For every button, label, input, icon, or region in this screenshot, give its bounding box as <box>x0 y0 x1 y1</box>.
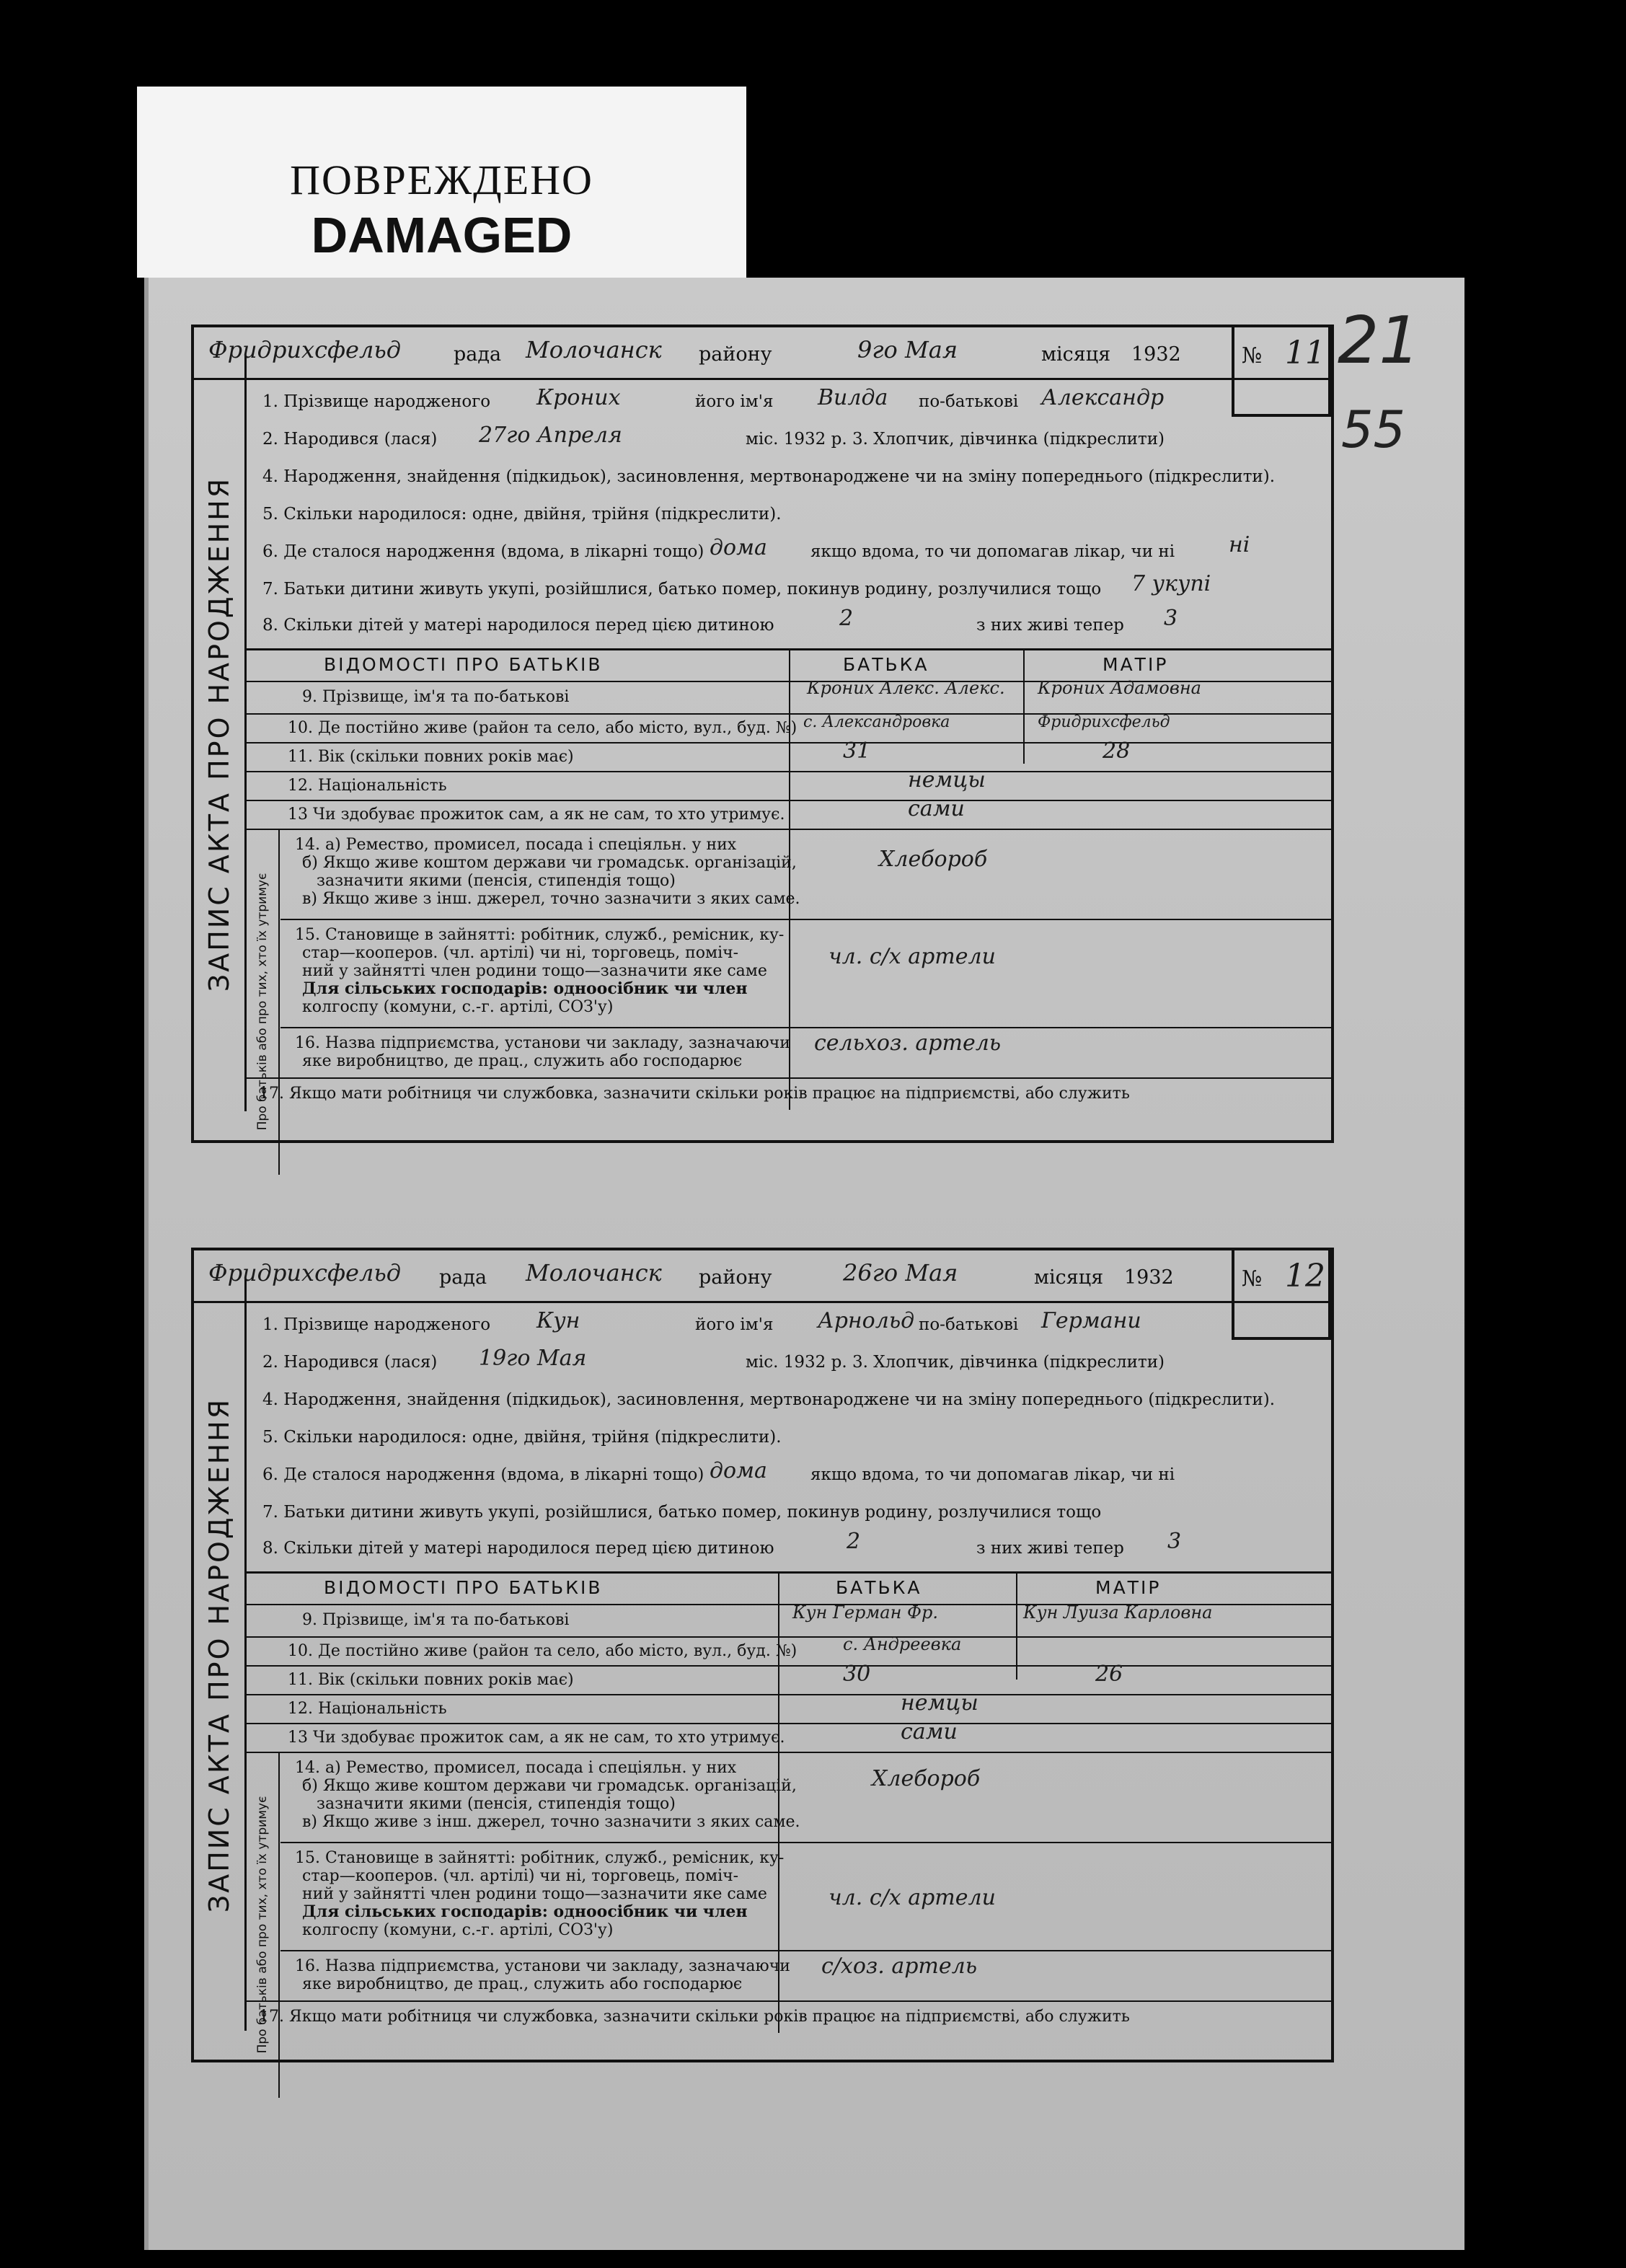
r14b-label: б) Якщо живе коштом держави чи громадськ. організацій, <box>302 1777 797 1795</box>
r10-label: 10. Де постійно живе (район та село, або місто, вул., буд. №) <box>288 719 797 737</box>
col-divider-2 <box>1016 1571 1017 1680</box>
birth-record-1 <box>191 325 1334 1143</box>
row-line <box>244 800 1331 801</box>
parents-status-value: 7 укупі <box>1131 571 1211 596</box>
rayon-value: Молочанск <box>526 1259 662 1287</box>
surname-value: Кроних <box>536 385 621 410</box>
alive-value: 3 <box>1164 606 1178 631</box>
selrada-value: Фридрихсфельд <box>208 1259 402 1287</box>
damaged-label-ua: ПОВРЕЖДЕНО <box>290 156 593 203</box>
l2b-label: міс. 1932 р. 3. Хлопчик, дівчинка (підкреслити) <box>746 1353 1165 1372</box>
record-header <box>194 327 1331 380</box>
l7-label: 7. Батьки дитини живуть укупі, розійшлися, батько помер, покинув родину, розлучилися тощо <box>262 580 1102 599</box>
r13-label: 13 Чи здобуває прожиток сам, а як не сам, то хто утримує. <box>288 1729 785 1747</box>
side-sub-column <box>246 1752 280 2098</box>
r9-label: 9. Прізвище, ім'я та по-батькові <box>302 1611 570 1629</box>
enterprise-value: сельхоз. артель <box>814 1031 1002 1056</box>
year-value: 1932 <box>1131 343 1181 366</box>
l6-label: 6. Де сталося народження (вдома, в лікарні тощо) <box>262 542 704 561</box>
mother-age-value: 28 <box>1103 738 1131 764</box>
record-number: 11 <box>1285 335 1325 371</box>
side-title: ЗАПИС АКТА ПРО НАРОДЖЕННЯ <box>203 476 235 992</box>
l1b-label: його ім'я <box>695 392 774 411</box>
r15e-label: колгоспу (комуни, с.-г. артілі, СОЗ'у) <box>302 998 614 1016</box>
father-name-value: Кроних Алекс. Алекс. <box>807 678 1005 698</box>
mother-head: МАТІР <box>1103 654 1169 675</box>
mother-head: МАТІР <box>1095 1577 1162 1598</box>
row-line <box>244 1077 1331 1079</box>
children-before-value: 2 <box>839 606 854 631</box>
father-head: БАТЬКА <box>836 1577 922 1598</box>
nationality-value: немцы <box>901 1690 978 1716</box>
r16b-label: яке виробництво, де прац., служить або господарює <box>302 1052 743 1070</box>
birth-record-2 <box>191 1248 1334 2062</box>
row-line <box>244 2000 1331 2002</box>
r9-label: 9. Прізвище, ім'я та по-батькові <box>302 688 570 706</box>
row-line <box>244 1694 1331 1695</box>
parents-head: ВІДОМОСТІ ПРО БАТЬКІВ <box>324 1577 603 1598</box>
l6b-label: якщо вдома, то чи допомагав лікар, чи ні <box>810 542 1175 561</box>
l8-label: 8. Скільки дітей у матері народилося перед цією дитиною <box>262 1539 774 1558</box>
r17-label: 17. Якщо мати робітниця чи службовка, зазначити скільки років працює на підприємстві, або служить <box>259 2008 1130 2026</box>
record-number-box <box>1232 325 1331 417</box>
r15b-label: стар—кооперов. (чл. артілі) чи ні, торговець, поміч- <box>302 1867 739 1885</box>
row-line <box>280 1950 1331 1951</box>
side-title: ЗАПИС АКТА ПРО НАРОДЖЕННЯ <box>203 1397 235 1913</box>
enterprise-value: с/хоз. артель <box>821 1954 978 1979</box>
damaged-label <box>137 87 746 278</box>
name-value: Вилда <box>818 385 888 410</box>
support-value: сами <box>908 796 965 821</box>
col-divider-2 <box>1023 648 1025 764</box>
r16b-label: яке виробництво, де прац., служить або господарює <box>302 1975 743 1993</box>
no-label: № <box>1242 343 1263 369</box>
side-sub-title: Про батьків або про тих, хто їх утримує <box>255 1796 270 2054</box>
record-number: 12 <box>1285 1258 1325 1294</box>
row-line <box>244 829 1331 830</box>
l1b-label: його ім'я <box>695 1315 774 1334</box>
r12-label: 12. Національність <box>288 777 447 795</box>
occupation-value: Хлебороб <box>872 1766 981 1791</box>
l8b-label: з них живі тепер <box>976 1539 1124 1558</box>
day-value: 9го Мая <box>857 336 958 363</box>
mother-name-value: Кроних Адамовна <box>1038 678 1201 698</box>
row-line <box>244 742 1331 744</box>
side-title-column <box>194 1279 247 2031</box>
r15a-label: 15. Становище в зайнятті: робітник, служб., ремісник, ку- <box>295 1849 785 1867</box>
l1-label: 1. Прізвище народженого <box>262 1315 491 1334</box>
l6-label: 6. Де сталося народження (вдома, в лікарні тощо) <box>262 1465 704 1484</box>
l6b-label: якщо вдома, то чи допомагав лікар, чи ні <box>810 1465 1175 1484</box>
patronymic-value: Германи <box>1041 1308 1141 1333</box>
row-line <box>280 919 1331 920</box>
rada-label: рада <box>439 1266 487 1289</box>
nationality-value: немцы <box>908 767 986 793</box>
l5-label: 5. Скільки народилося: одне, двійня, трійня (підкреслити). <box>262 1428 782 1447</box>
father-age-value: 31 <box>843 738 871 764</box>
year-value: 1932 <box>1124 1266 1174 1289</box>
r15b-label: стар—кооперов. (чл. артілі) чи ні, торговець, поміч- <box>302 944 739 962</box>
l5-label: 5. Скільки народилося: одне, двійня, трійня (підкреслити). <box>262 505 782 524</box>
born-value: 19го Мая <box>479 1346 587 1371</box>
father-name-value: Кун Герман Фр. <box>792 1602 938 1623</box>
r11-label: 11. Вік (скільки повних років має) <box>288 1671 574 1689</box>
home-value: с. Андреевка <box>843 1634 962 1654</box>
row-line <box>244 1665 1331 1667</box>
support-value: сами <box>901 1719 958 1744</box>
l2-label: 2. Народився (лася) <box>262 430 438 449</box>
father-age-value: 30 <box>843 1662 871 1687</box>
r15d-label: Для сільських господарів: одноосібник чи член <box>302 979 748 998</box>
r17-label: 17. Якщо мати робітниця чи службовка, зазначити скільки років працює на підприємстві, або служить <box>259 1085 1130 1103</box>
row-line <box>244 771 1331 772</box>
r14a-label: 14. а) Ремество, промисел, посада і спеціяльн. у них <box>295 836 737 854</box>
r12-label: 12. Національність <box>288 1700 447 1718</box>
selrada-value: Фридрихсфельд <box>208 336 402 363</box>
place-value: дома <box>710 1458 767 1483</box>
mother-name-value: Кун Луиза Карловна <box>1023 1602 1213 1623</box>
r15e-label: колгоспу (комуни, с.-г. артілі, СОЗ'у) <box>302 1921 614 1939</box>
born-value: 27го Апреля <box>479 423 622 448</box>
r14b2-label: зазначити якими (пенсія, стипендія тощо) <box>317 1795 676 1813</box>
father-head: БАТЬКА <box>843 654 929 675</box>
row-line <box>244 1723 1331 1724</box>
name-value: Арнольд <box>818 1308 915 1333</box>
rayonu-label: району <box>699 343 772 366</box>
side-sub-title: Про батьків або про тих, хто їх утримує <box>255 873 270 1131</box>
row-line <box>280 1842 1331 1843</box>
r14b2-label: зазначити якими (пенсія, стипендія тощо) <box>317 872 676 890</box>
r13-label: 13 Чи здобуває прожиток сам, а як не сам, то хто утримує. <box>288 806 785 824</box>
no-label: № <box>1242 1266 1263 1292</box>
row-line <box>244 1752 1331 1753</box>
r14b-label: б) Якщо живе коштом держави чи громадськ. організацій, <box>302 854 797 872</box>
page-number-top: 21 <box>1338 303 1420 379</box>
r14c-label: в) Якщо живе з інш. джерел, точно зазначити з яких саме. <box>302 1813 800 1831</box>
r15d-label: Для сільських господарів: одноосібник чи член <box>302 1902 748 1921</box>
alive-value: 3 <box>1167 1529 1182 1554</box>
r15c-label: ний у зайнятті член родини тощо—зазначити яке саме <box>302 1885 767 1903</box>
mother-age-value: 26 <box>1095 1662 1123 1687</box>
l8-label: 8. Скільки дітей у матері народилося перед цією дитиною <box>262 616 774 635</box>
row-line <box>280 1027 1331 1028</box>
l1c-label: по-батькові <box>919 392 1019 411</box>
parents-table-top <box>244 648 1331 650</box>
page-number-second: 55 <box>1341 400 1406 459</box>
father-home-value: с. Александровка <box>803 713 950 731</box>
parents-head: ВІДОМОСТІ ПРО БАТЬКІВ <box>324 654 603 675</box>
side-sub-column <box>246 829 280 1175</box>
day-value: 26го Мая <box>843 1259 958 1287</box>
misyatsya-label: місяця <box>1041 343 1111 366</box>
mother-home-value: Фридрихсфельд <box>1038 713 1170 731</box>
r10-label: 10. Де постійно живе (район та село, або місто, вул., буд. №) <box>288 1642 797 1660</box>
l7-label: 7. Батьки дитини живуть укупі, розійшлися, батько помер, покинув родину, розлучилися тощо <box>262 1503 1102 1522</box>
r15a-label: 15. Становище в зайнятті: робітник, служб., ремісник, ку- <box>295 926 785 944</box>
record-number-box <box>1232 1248 1331 1340</box>
r14a-label: 14. а) Ремество, промисел, посада і спеціяльн. у них <box>295 1759 737 1777</box>
surname-value: Кун <box>536 1308 580 1333</box>
l1c-label: по-батькові <box>919 1315 1019 1334</box>
l2b-label: міс. 1932 р. 3. Хлопчик, дівчинка (підкреслити) <box>746 430 1165 449</box>
parents-table-top <box>244 1571 1331 1574</box>
rayonu-label: району <box>699 1266 772 1289</box>
r11-label: 11. Вік (скільки повних років має) <box>288 748 574 766</box>
row-line <box>244 1636 1331 1638</box>
l2-label: 2. Народився (лася) <box>262 1353 438 1372</box>
side-title-column <box>194 356 247 1111</box>
misyatsya-label: місяця <box>1034 1266 1104 1289</box>
status-value: чл. с/х артели <box>829 1885 996 1910</box>
r16a-label: 16. Назва підприємства, установи чи закладу, зазначаючи <box>295 1957 790 1975</box>
r16a-label: 16. Назва підприємства, установи чи закладу, зазначаючи <box>295 1034 790 1052</box>
l4-label: 4. Народження, знайдення (підкидьок), засиновлення, мертвонароджене чи на зміну попереднього (підкреслити). <box>262 467 1276 486</box>
place-value: дома <box>710 535 767 560</box>
record-header <box>194 1250 1331 1303</box>
patronymic-value: Александр <box>1041 385 1165 410</box>
damaged-label-en: DAMAGED <box>311 207 573 263</box>
rayon-value: Молочанск <box>526 336 662 363</box>
r15c-label: ний у зайнятті член родини тощо—зазначити яке саме <box>302 962 767 980</box>
occupation-value: Хлебороб <box>879 847 988 872</box>
l8b-label: з них живі тепер <box>976 616 1124 635</box>
l4-label: 4. Народження, знайдення (підкидьок), засиновлення, мертвонароджене чи на зміну попереднього (підкреслити). <box>262 1390 1276 1409</box>
status-value: чл. с/х артели <box>829 944 996 969</box>
doctor-value: ні <box>1229 532 1250 557</box>
l1-label: 1. Прізвище народженого <box>262 392 491 411</box>
r14c-label: в) Якщо живе з інш. джерел, точно зазначити з яких саме. <box>302 890 800 908</box>
rada-label: рада <box>454 343 502 366</box>
children-before-value: 2 <box>847 1529 861 1554</box>
